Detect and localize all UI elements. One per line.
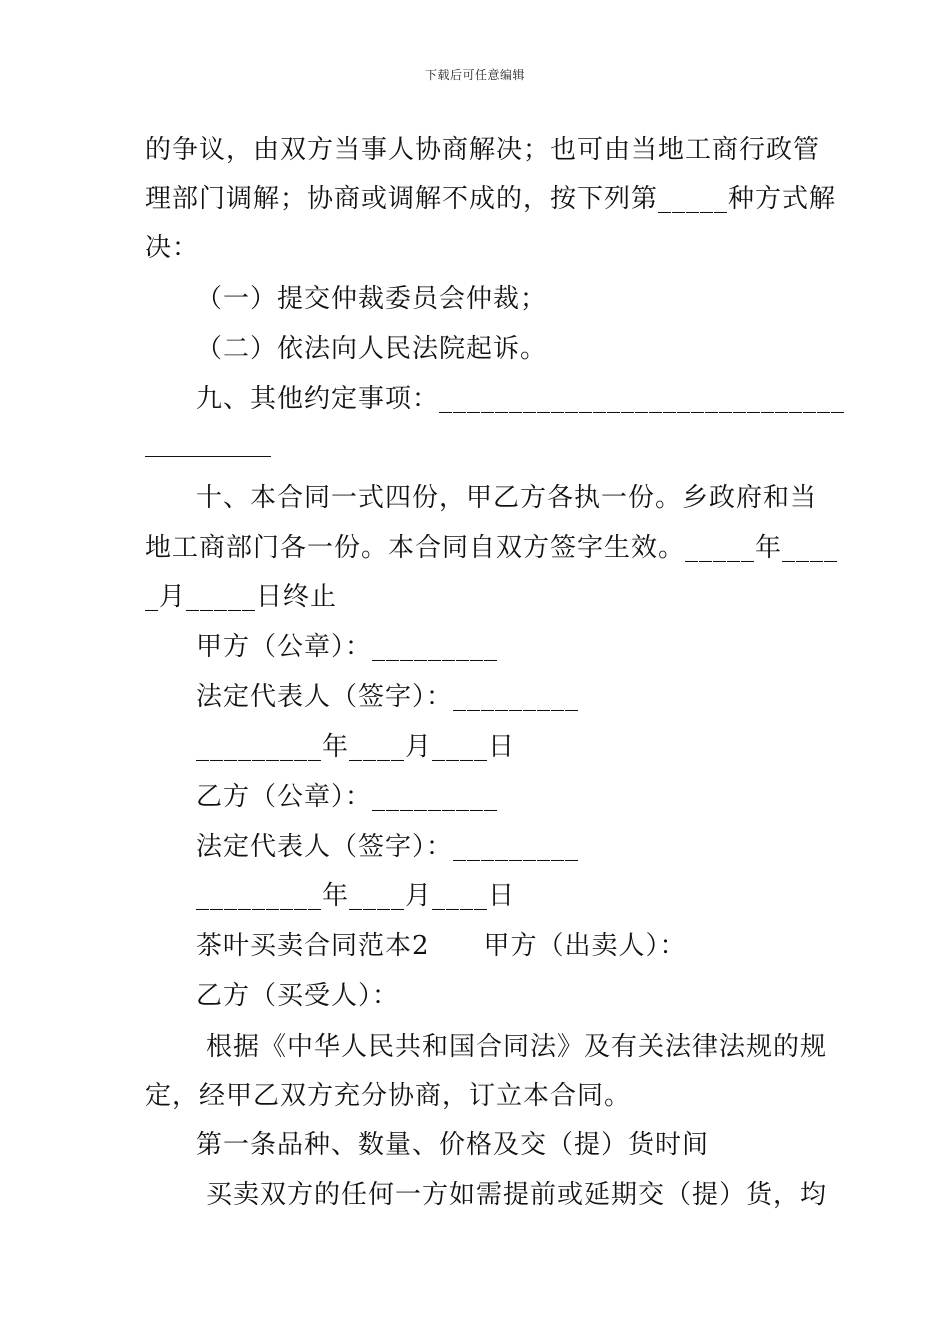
body-line: 地工商部门各一份。本合同自双方签字生效。_____年____ <box>145 533 839 563</box>
body-line: 决： <box>145 233 200 263</box>
signature-line: 法定代表人（签字）：_________ <box>196 832 580 862</box>
signature-line: 乙方（公章）：_________ <box>196 782 499 812</box>
signature-line: 甲方（公章）：_________ <box>196 632 499 662</box>
body-line: 乙方（买受人）： <box>196 981 400 1011</box>
body-line: 的争议，由双方当事人协商解决；也可由当地工商行政管 <box>145 135 821 165</box>
section-title: 茶叶买卖合同范本2 甲方（出卖人）： <box>196 931 687 961</box>
body-line: （一）提交仲裁委员会仲裁； <box>196 284 548 314</box>
body-line: 九、其他约定事项：_____________________________ <box>196 384 846 414</box>
page-header: 下载后可任意编辑 <box>424 68 525 82</box>
body-line: 根据《中华人民共和国合同法》及有关法律法规的规 <box>206 1032 828 1062</box>
signature-line: 法定代表人（签字）：_________ <box>196 682 580 712</box>
body-line: 买卖双方的任何一方如需提前或延期交（提）货，均 <box>206 1180 828 1210</box>
body-line: （二）依法向人民法院起诉。 <box>196 334 548 364</box>
body-line: 定，经甲乙双方充分协商，订立本合同。 <box>145 1081 632 1111</box>
article-heading: 第一条品种、数量、价格及交（提）货时间 <box>196 1130 710 1160</box>
body-line: 理部门调解；协商或调解不成的，按下列第_____种方式解 <box>145 184 837 214</box>
underline-rule <box>145 456 271 457</box>
body-line: 十、本合同一式四份，甲乙方各执一份。乡政府和当 <box>196 483 818 513</box>
date-line: _________年____月____日 <box>196 881 516 911</box>
body-line: _月_____日终止 <box>145 582 338 612</box>
date-line: _________年____月____日 <box>196 732 516 762</box>
